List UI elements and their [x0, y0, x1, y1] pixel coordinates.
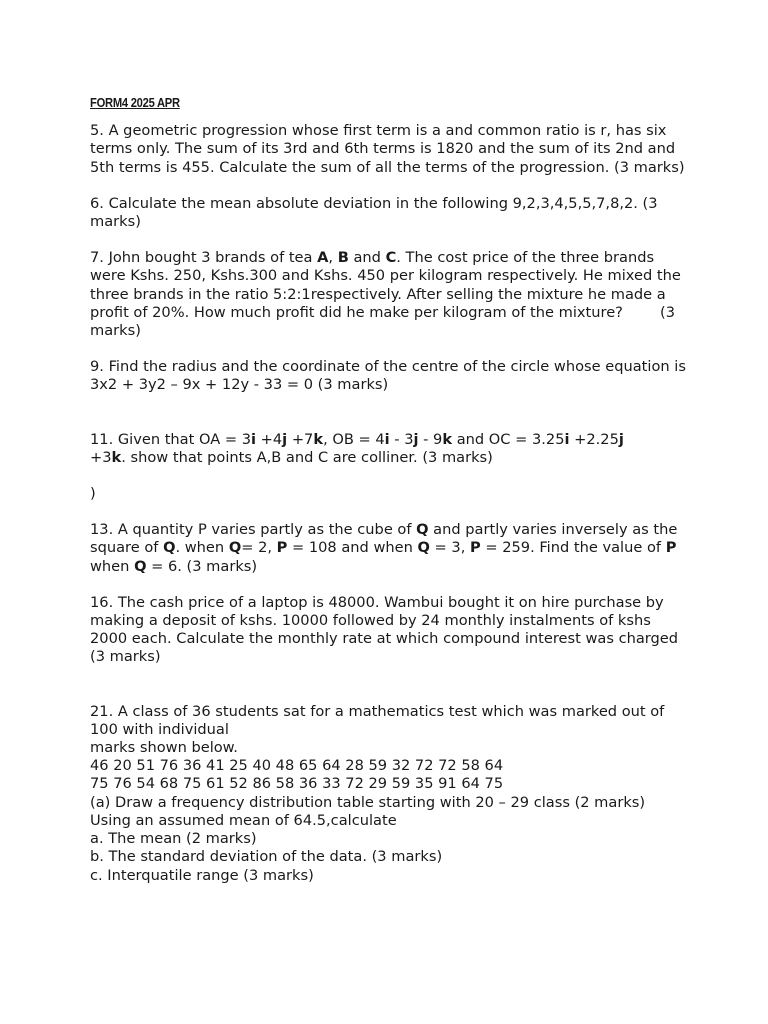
- document-page: [90, 94, 690, 885]
- question-16: 16. The cash price of a laptop is 48000. Wambui bought it on hire purchase by making a deposit of kshs. 10000 followed by 24 monthly instalments of kshs 2000 each. Calculate the monthly rate at which compound interest was charged (3 marks): [90, 593, 679, 666]
- question-5: 5. A geometric progression whose first term is a and common ratio is r, has six terms only. The sum of its 3rd and 6th terms is 1820 and the sum of its 2nd and 5th terms is 455. Calculate the sum of all the terms of the progression. (3 marks): [90, 122, 685, 176]
- question-21-mean: a. The mean (2 marks): [90, 830, 257, 848]
- document-header: FORM4 2025 APR: [90, 95, 180, 110]
- question-21-std-dev: b. The standard deviation of the data. (3 marks): [90, 848, 443, 866]
- question-21: [90, 703, 690, 885]
- stray-parenthesis: ): [90, 485, 96, 503]
- question-21-part-a: (a) Draw a frequency distribution table starting with 20 – 29 class (2 marks): [90, 793, 646, 811]
- question-11: 11. Given that OA = 3i +4j +7k, OB = 4i - 3j - 9k and OC = 3.25i +2.25j +3k. show that points A,B and C are colliner. (3 marks): [90, 430, 624, 466]
- marks-row-1: 46 20 51 76 36 41 25 40 48 65 64 28 59 32 72 72 58 64: [90, 757, 504, 775]
- question-9-equation: 3x2 + 3y2 – 9x + 12y - 33 = 0 (3 marks): [90, 376, 389, 394]
- question-21-iqr: c. Interquatile range (3 marks): [90, 866, 314, 884]
- question-6: 6. Calculate the mean absolute deviation in the following 9,2,3,4,5,5,7,8,2. (3 marks): [90, 194, 658, 231]
- question-9: [90, 358, 690, 394]
- question-21-assumed-mean: Using an assumed mean of 64.5,calculate: [90, 811, 397, 829]
- question-9-line-1: 9. Find the radius and the coordinate of the centre of the circle whose equation is: [90, 358, 686, 376]
- question-21-line-2: marks shown below.: [90, 739, 238, 757]
- marks-row-2: 75 76 54 68 75 61 52 86 58 36 33 72 29 59 35 91 64 75: [90, 775, 504, 793]
- question-13: 13. A quantity P varies partly as the cube of Q and partly varies inversely as the square of Q. when Q= 2, P = 108 and when Q = 3, P = 259. Find the value of P when Q = 6. (3 marks): [90, 521, 678, 575]
- question-7: 7. John bought 3 brands of tea A, B and C. The cost price of the three brands were Kshs. 250, Kshs.300 and Kshs. 450 per kilogram respectively. He mixed the three brands in the ratio 5:2:1respectively. After selling the mixture he made a profit of 20%. How much profit did he make per kilogram of the mixture? (3 marks): [90, 249, 686, 340]
- question-21-line-1: 21. A class of 36 students sat for a mathematics test which was marked out of 100 with individual: [90, 702, 665, 738]
